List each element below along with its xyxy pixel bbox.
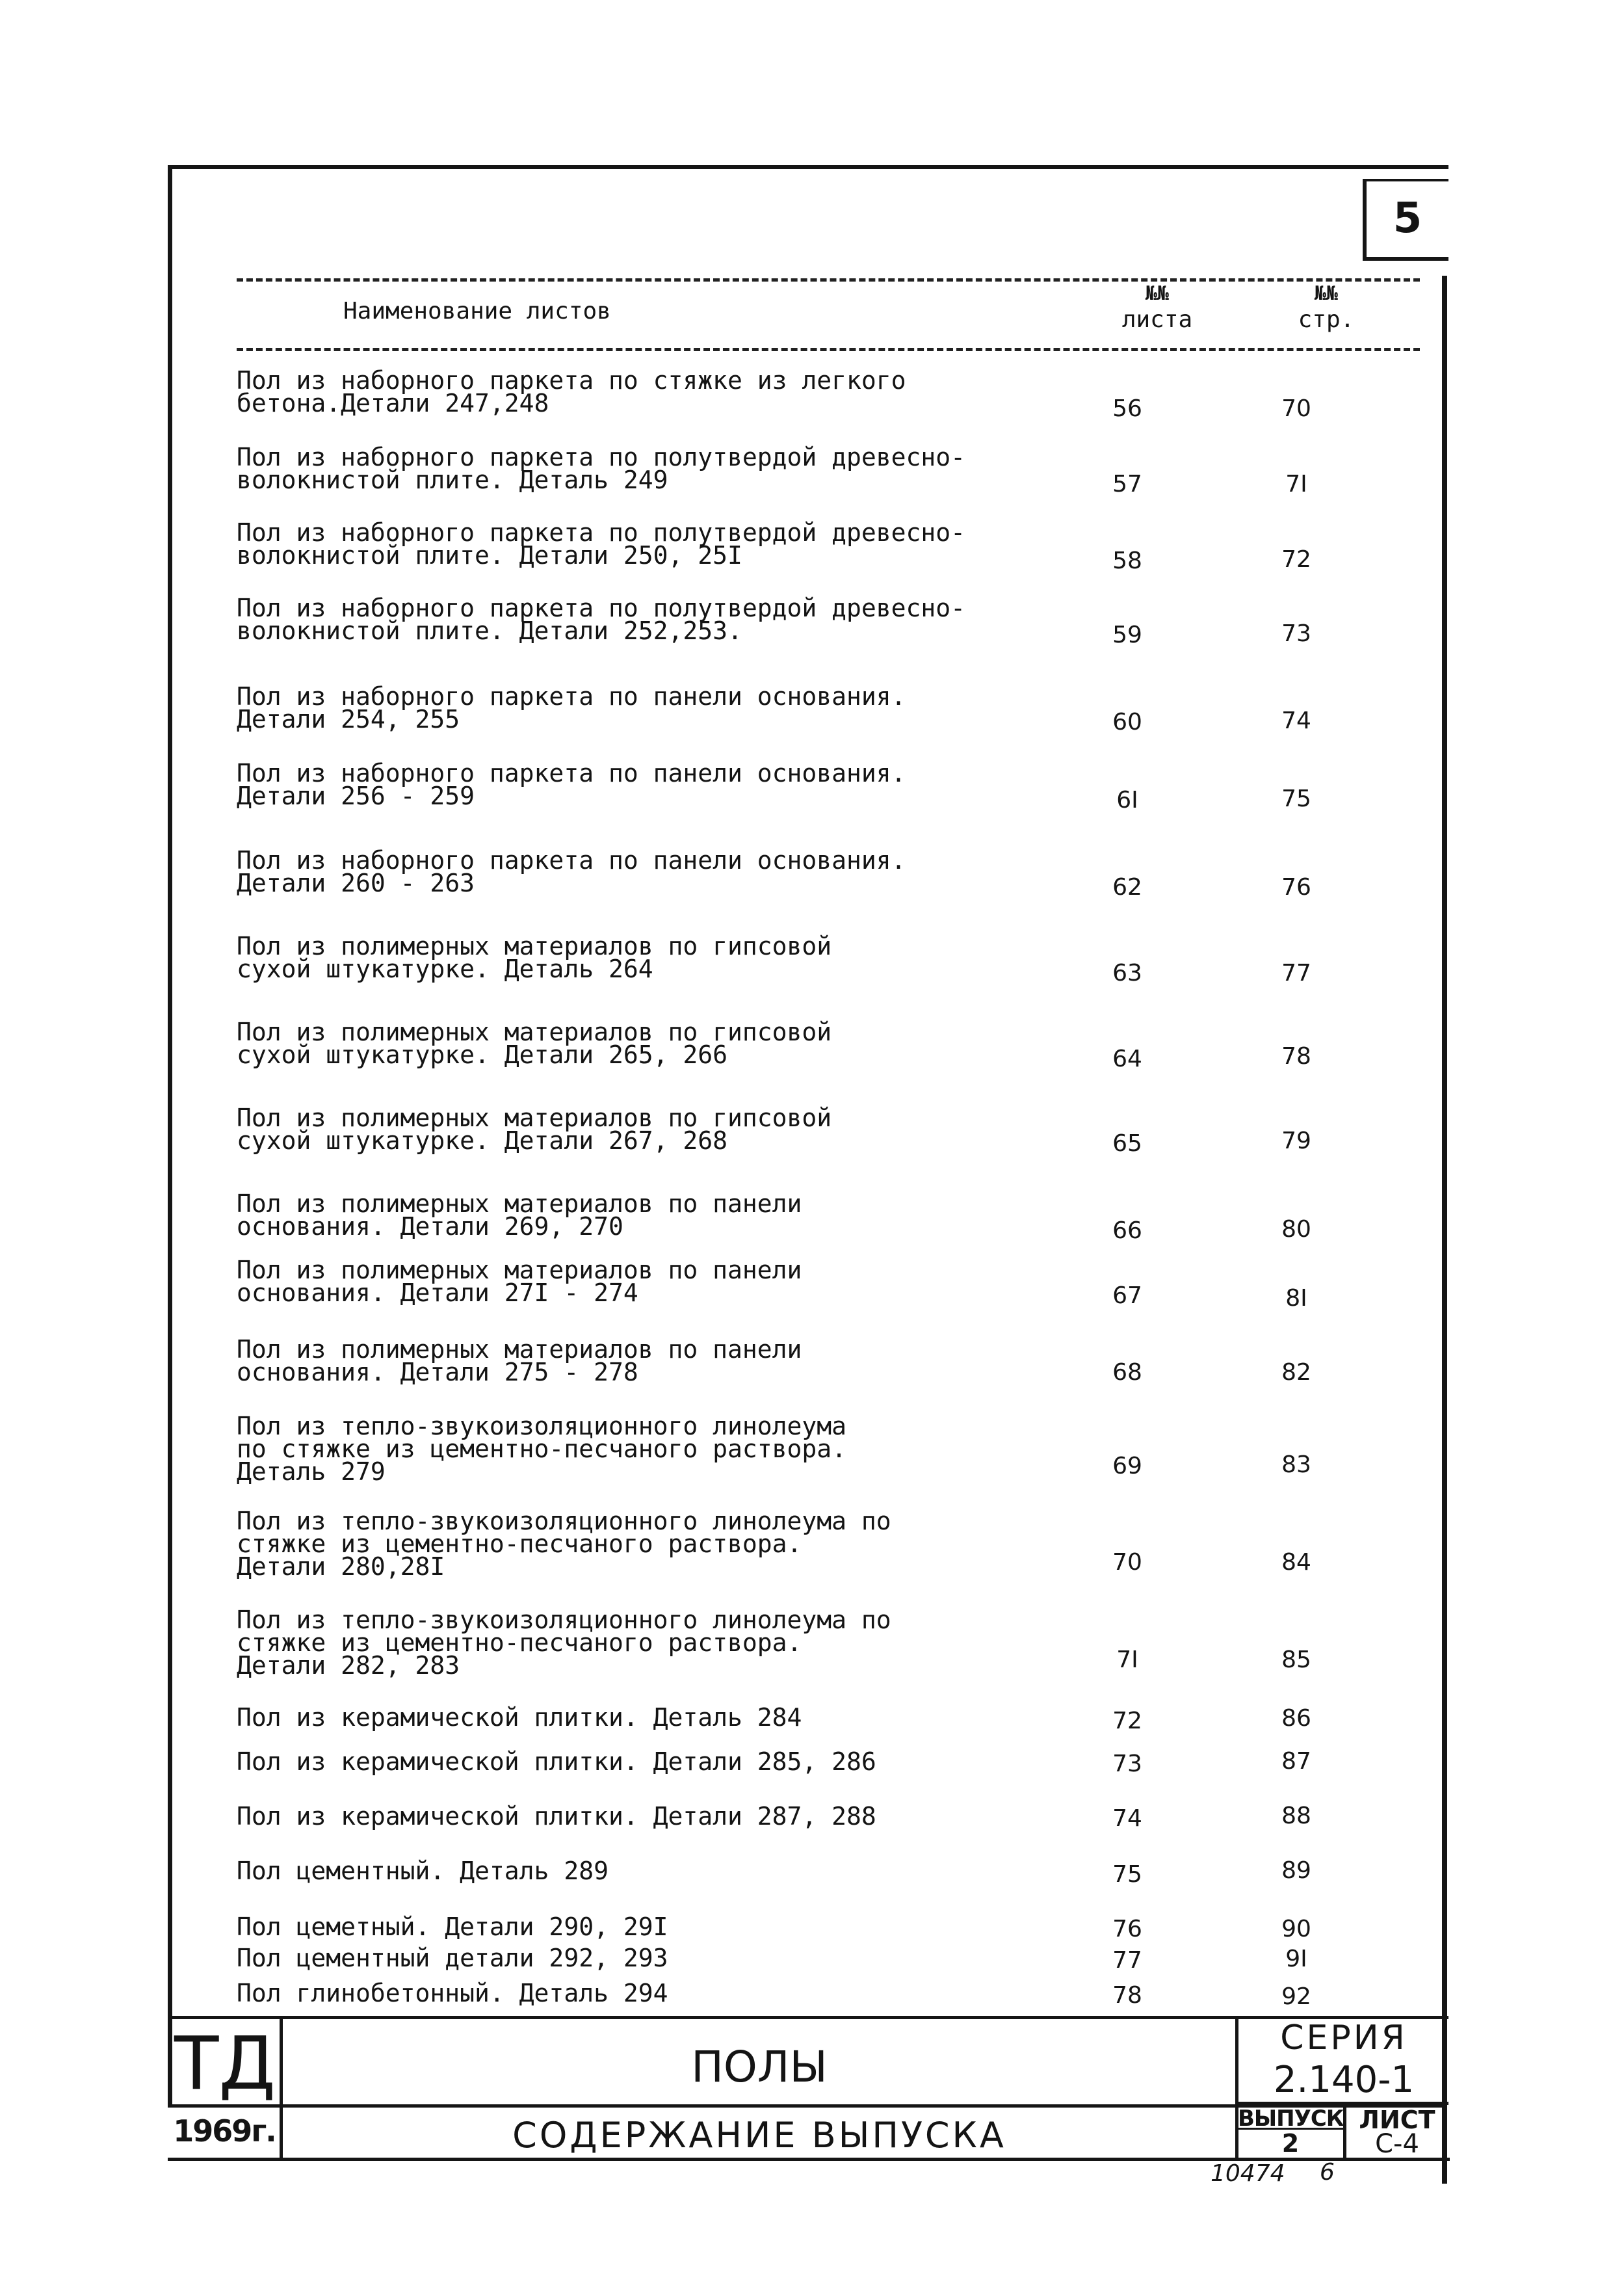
row-page-number: 73 bbox=[1281, 620, 1311, 647]
row-page-number: 74 bbox=[1281, 708, 1311, 734]
subject-title: ПОЛЫ bbox=[691, 2042, 828, 2092]
row-page-number: 78 bbox=[1281, 1043, 1311, 1070]
row-page-number: 80 bbox=[1281, 1216, 1311, 1243]
row-sheet-number: 7I bbox=[1116, 1647, 1138, 1673]
row-sheet-number: 58 bbox=[1112, 548, 1142, 574]
sheet-number: 5 bbox=[1393, 194, 1422, 243]
row-title: Пол из тепло-звукоизоляционного линолеума по стяжке из цементно-песчаного раствора. Детали 282, 283 bbox=[237, 1606, 891, 1680]
contents-row bbox=[237, 1857, 1433, 1892]
row-title: Пол из керамической плитки. Деталь 284 bbox=[237, 1703, 802, 1732]
row-sheet-number: 57 bbox=[1112, 471, 1142, 497]
contents-row bbox=[237, 1979, 1433, 2011]
contents-row bbox=[237, 846, 1433, 914]
row-sheet-number: 68 bbox=[1112, 1359, 1142, 1386]
row-title: Пол глинобетонный. Деталь 294 bbox=[237, 1979, 668, 2007]
row-page-number: 77 bbox=[1281, 960, 1311, 986]
contents-row bbox=[237, 1189, 1433, 1258]
row-title: Пол из керамической плитки. Детали 285, 286 bbox=[237, 1747, 876, 1776]
row-page-number: 82 bbox=[1281, 1359, 1311, 1386]
row-title: Пол из наборного паркета по полутвердой древесно- волокнистой плите. Детали 250, 25I bbox=[237, 518, 966, 570]
row-title: Пол из наборного паркета по стяжке из легкого бетона.Детали 247,248 bbox=[237, 366, 906, 417]
row-page-number: 76 bbox=[1281, 874, 1311, 901]
row-title: Пол цеметный. Детали 290, 29I bbox=[237, 1912, 668, 1941]
row-sheet-number: 63 bbox=[1112, 960, 1142, 986]
row-title: Пол цементный. Деталь 289 bbox=[237, 1857, 609, 1885]
row-sheet-number: 64 bbox=[1112, 1046, 1142, 1072]
contents-row bbox=[237, 1802, 1433, 1838]
row-sheet-number: 76 bbox=[1112, 1916, 1142, 1942]
header-dash-bottom bbox=[237, 348, 1420, 351]
header-page-column bbox=[1274, 281, 1378, 333]
title-block-series-line bbox=[1235, 2102, 1448, 2105]
contents-row bbox=[237, 1335, 1433, 1403]
contents-row bbox=[237, 443, 1433, 511]
contents-row bbox=[237, 1747, 1433, 1783]
row-page-number: 86 bbox=[1281, 1705, 1311, 1732]
contents-row bbox=[237, 1507, 1433, 1601]
row-title: Пол из керамической плитки. Детали 287, 288 bbox=[237, 1802, 876, 1831]
row-title: Пол из полимерных материалов по панели основания. Детали 269, 270 bbox=[237, 1189, 802, 1241]
row-title: Пол из полимерных материалов по панели основания. Детали 27I - 274 bbox=[237, 1256, 802, 1307]
contents-row bbox=[237, 1104, 1433, 1172]
row-page-number: 92 bbox=[1281, 1983, 1311, 2010]
row-title: Пол из полимерных материалов по гипсовой сухой штукатурке. Детали 267, 268 bbox=[237, 1104, 832, 1155]
sheet-label: ЛИСТ bbox=[1359, 2106, 1435, 2134]
issue-label: ВЫПУСК bbox=[1238, 2106, 1344, 2132]
row-sheet-number: 72 bbox=[1112, 1708, 1142, 1734]
contents-row bbox=[237, 1912, 1433, 1944]
header-page-hash: №№ bbox=[1314, 282, 1339, 305]
row-sheet-number: 70 bbox=[1112, 1549, 1142, 1576]
header-page-label: стр. bbox=[1298, 306, 1355, 333]
contents-row bbox=[237, 759, 1433, 827]
inventory-number: 10474 bbox=[1211, 2160, 1285, 2187]
contents-row bbox=[237, 932, 1433, 1000]
sheet-number-box bbox=[1363, 179, 1448, 261]
header-name-column: Наименование листов bbox=[343, 298, 611, 324]
row-sheet-number: 73 bbox=[1112, 1751, 1142, 1777]
row-title: Пол из наборного паркета по панели основания. Детали 254, 255 bbox=[237, 682, 906, 734]
row-title: Пол из полимерных материалов по гипсовой сухой штукатурке. Детали 265, 266 bbox=[237, 1018, 832, 1069]
org-label: ТД bbox=[174, 2022, 276, 2106]
header-sheet-hash: №№ bbox=[1145, 282, 1170, 305]
row-sheet-number: 66 bbox=[1112, 1217, 1142, 1244]
contents-row bbox=[237, 682, 1433, 750]
row-sheet-number: 56 bbox=[1112, 395, 1142, 422]
header-sheet-label: листа bbox=[1121, 306, 1193, 333]
row-page-number: 75 bbox=[1281, 786, 1311, 812]
row-title: Пол из тепло-звукоизоляционного линолеума по стяжке из цементно-песчаного раствора. Детали 280,28I bbox=[237, 1507, 891, 1581]
year-label: 1969г. bbox=[173, 2113, 276, 2149]
row-page-number: 90 bbox=[1281, 1916, 1311, 1942]
sheet-value: С-4 bbox=[1375, 2129, 1419, 2159]
row-page-number: 87 bbox=[1281, 1748, 1311, 1775]
row-title: Пол цементный детали 292, 293 bbox=[237, 1944, 668, 1972]
row-page-number: 79 bbox=[1281, 1128, 1311, 1154]
row-page-number: 8I bbox=[1285, 1285, 1307, 1312]
row-page-number: 89 bbox=[1281, 1857, 1311, 1884]
row-title: Пол из полимерных материалов по гипсовой сухой штукатурке. Деталь 264 bbox=[237, 932, 832, 983]
issue-value: 2 bbox=[1281, 2129, 1300, 2158]
contents-row bbox=[237, 1606, 1433, 1700]
row-sheet-number: 77 bbox=[1112, 1947, 1142, 1974]
title-block-divider-left bbox=[280, 2016, 283, 2160]
row-sheet-number: 62 bbox=[1112, 874, 1142, 901]
series-label: СЕРИЯ bbox=[1280, 2018, 1408, 2057]
row-sheet-number: 65 bbox=[1112, 1130, 1142, 1157]
row-sheet-number: 59 bbox=[1112, 622, 1142, 648]
row-sheet-number: 60 bbox=[1112, 709, 1142, 735]
contents-row bbox=[237, 1703, 1433, 1739]
contents-row bbox=[237, 1018, 1433, 1086]
row-page-number: 9I bbox=[1285, 1946, 1307, 1972]
inventory-mark: 6 bbox=[1320, 2159, 1335, 2186]
row-page-number: 72 bbox=[1281, 546, 1311, 573]
row-page-number: 85 bbox=[1281, 1647, 1311, 1673]
header-sheet-column bbox=[1105, 281, 1209, 333]
contents-row bbox=[237, 518, 1433, 587]
row-sheet-number: 74 bbox=[1112, 1805, 1142, 1832]
row-sheet-number: 69 bbox=[1112, 1453, 1142, 1479]
contents-row bbox=[237, 594, 1433, 662]
row-page-number: 88 bbox=[1281, 1803, 1311, 1829]
drawing-frame-right-edge bbox=[1442, 276, 1447, 2184]
document-title: СОДЕРЖАНИЕ ВЫПУСКА bbox=[512, 2115, 1006, 2156]
row-page-number: 84 bbox=[1281, 1549, 1311, 1576]
contents-row bbox=[237, 1412, 1433, 1506]
series-value: 2.140-1 bbox=[1273, 2059, 1415, 2101]
row-sheet-number: 67 bbox=[1112, 1282, 1142, 1309]
row-page-number: 83 bbox=[1281, 1451, 1311, 1478]
row-title: Пол из наборного паркета по панели основания. Детали 256 - 259 bbox=[237, 759, 906, 810]
contents-row bbox=[237, 1944, 1433, 1976]
row-title: Пол из тепло-звукоизоляционного линолеума по стяжке из цементно-песчаного раствора. Деталь 279 bbox=[237, 1412, 846, 1486]
row-title: Пол из наборного паркета по полутвердой древесно- волокнистой плите. Детали 252,253. bbox=[237, 594, 966, 645]
row-sheet-number: 78 bbox=[1112, 1982, 1142, 2009]
row-title: Пол из наборного паркета по панели основания. Детали 260 - 263 bbox=[237, 846, 906, 897]
row-title: Пол из полимерных материалов по панели основания. Детали 275 - 278 bbox=[237, 1335, 802, 1386]
row-page-number: 70 bbox=[1281, 395, 1311, 422]
contents-row bbox=[237, 366, 1433, 434]
contents-row bbox=[237, 1256, 1433, 1324]
row-sheet-number: 75 bbox=[1112, 1861, 1142, 1888]
row-title: Пол из наборного паркета по полутвердой древесно- волокнистой плите. Деталь 249 bbox=[237, 443, 966, 494]
header-dash-top bbox=[237, 278, 1420, 282]
row-page-number: 7I bbox=[1285, 471, 1307, 497]
row-sheet-number: 6I bbox=[1116, 787, 1138, 814]
